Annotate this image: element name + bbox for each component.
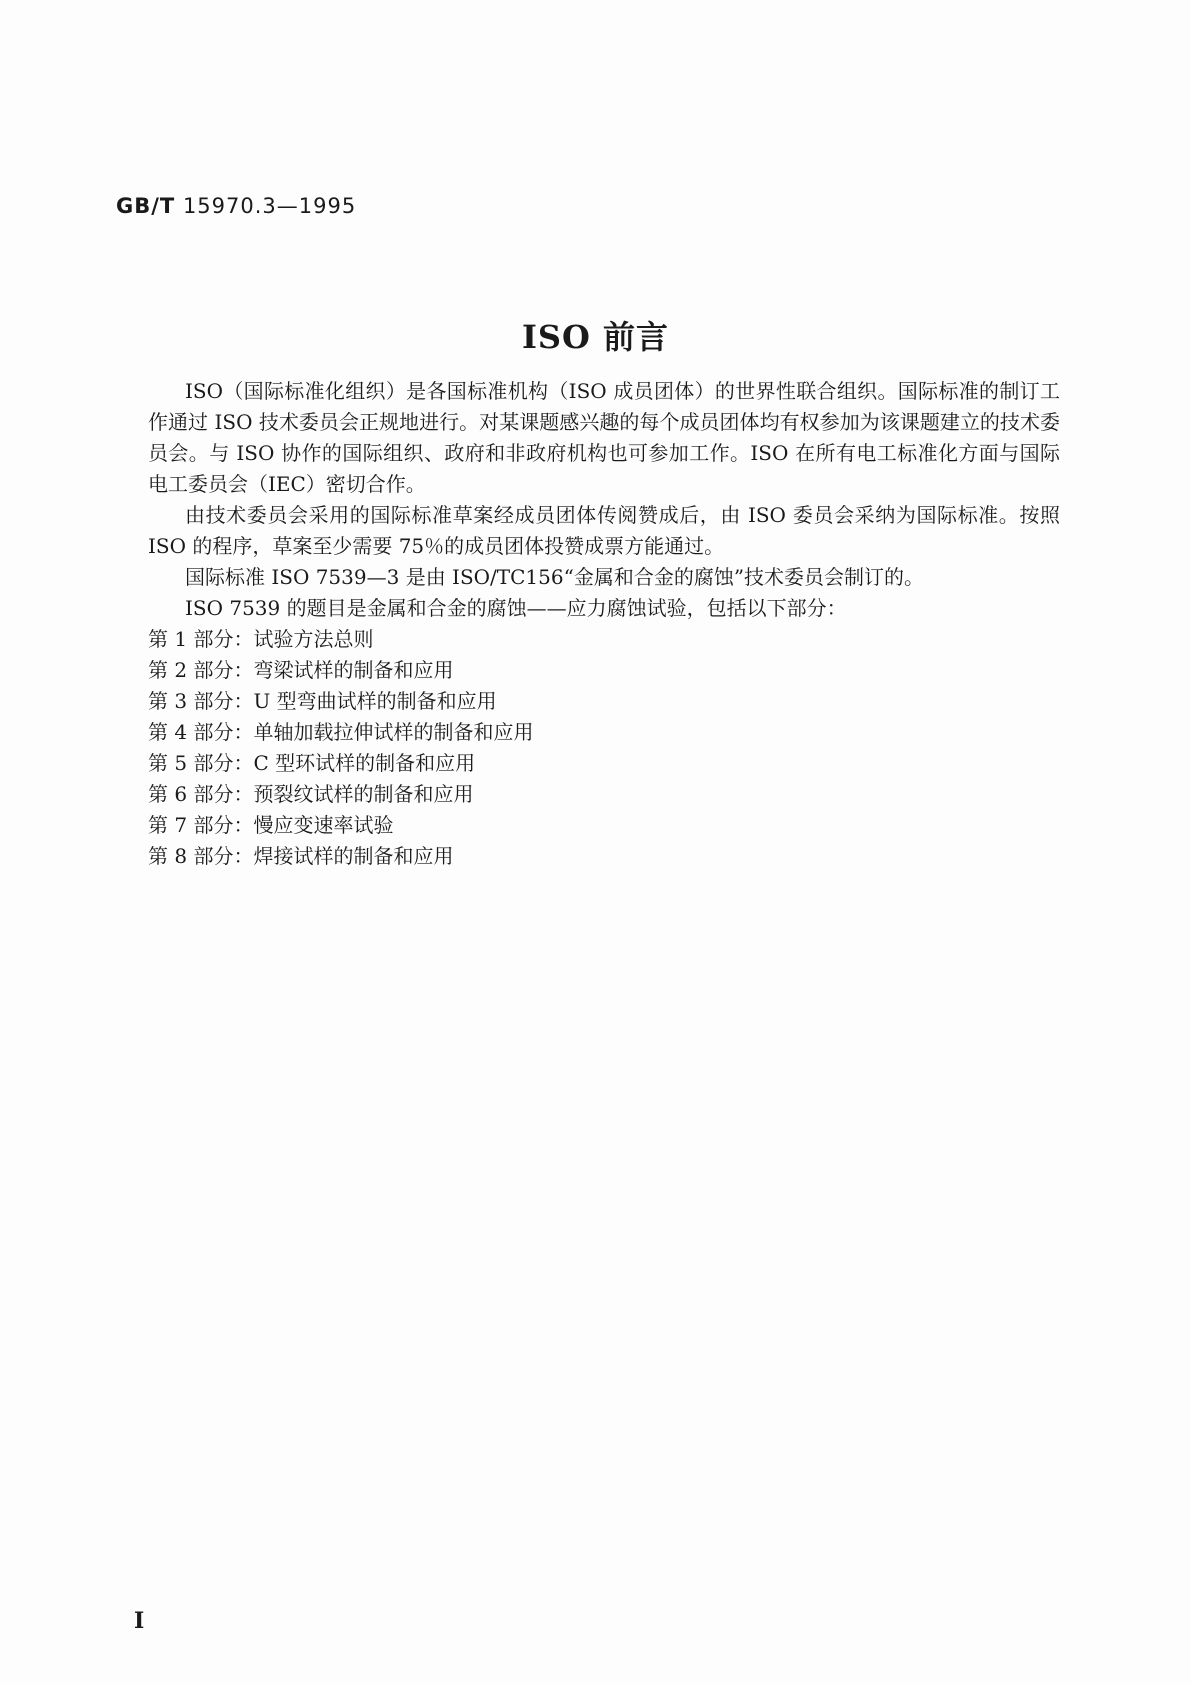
list-item: 第 8 部分：焊接试样的制备和应用 [148, 844, 454, 868]
list-item: 第 7 部分：慢应变速率试验 [148, 813, 394, 837]
list-item: 第 5 部分：C 型环试样的制备和应用 [148, 751, 476, 775]
page-number: I [134, 1608, 145, 1634]
list-item: 第 4 部分：单轴加载拉伸试样的制备和应用 [148, 720, 534, 744]
list-item: 第 1 部分：试验方法总则 [148, 627, 374, 651]
page-title: ISO 前言 [521, 318, 670, 356]
list-item: 第 2 部分：弯梁试样的制备和应用 [148, 658, 454, 682]
standard-code-prefix: GB/T [116, 194, 176, 218]
standard-code-number: 15970.3—1995 [182, 194, 357, 218]
paragraph-iso-intro: ISO（国际标准化组织）是各国标准机构（ISO 成员团体）的世界性联合组织。国际标准的制订工作通过 ISO 技术委员会正规地进行。对某课题感兴趣的每个成员团体均有权参加为该课题建立的技术委员会。与 ISO 协作的国际组织、政府和非政府机构也可参加工作。ISO 在所有电工标准化方面与国际电工委员会（IEC）密切合作。 [148, 379, 1060, 496]
parts-list [148, 624, 1060, 872]
paragraph-series-title: ISO 7539 的题目是金属和合金的腐蚀——应力腐蚀试验，包括以下部分： [185, 596, 847, 620]
list-item: 第 6 部分：预裂纹试样的制备和应用 [148, 782, 474, 806]
paragraph-adoption: 由技术委员会采用的国际标准草案经成员团体传阅赞成后，由 ISO 委员会采纳为国际标准。按照 ISO 的程序，草案至少需要 75％的成员团体投赞成票方能通过。 [148, 503, 1060, 558]
foreword-body [148, 376, 1060, 872]
paragraph-tc156: 国际标准 ISO 7539—3 是由 ISO/TC156“金属和合金的腐蚀”技术委员会制订的。 [185, 565, 925, 589]
standard-code [116, 194, 356, 218]
list-item: 第 3 部分：U 型弯曲试样的制备和应用 [148, 689, 497, 713]
